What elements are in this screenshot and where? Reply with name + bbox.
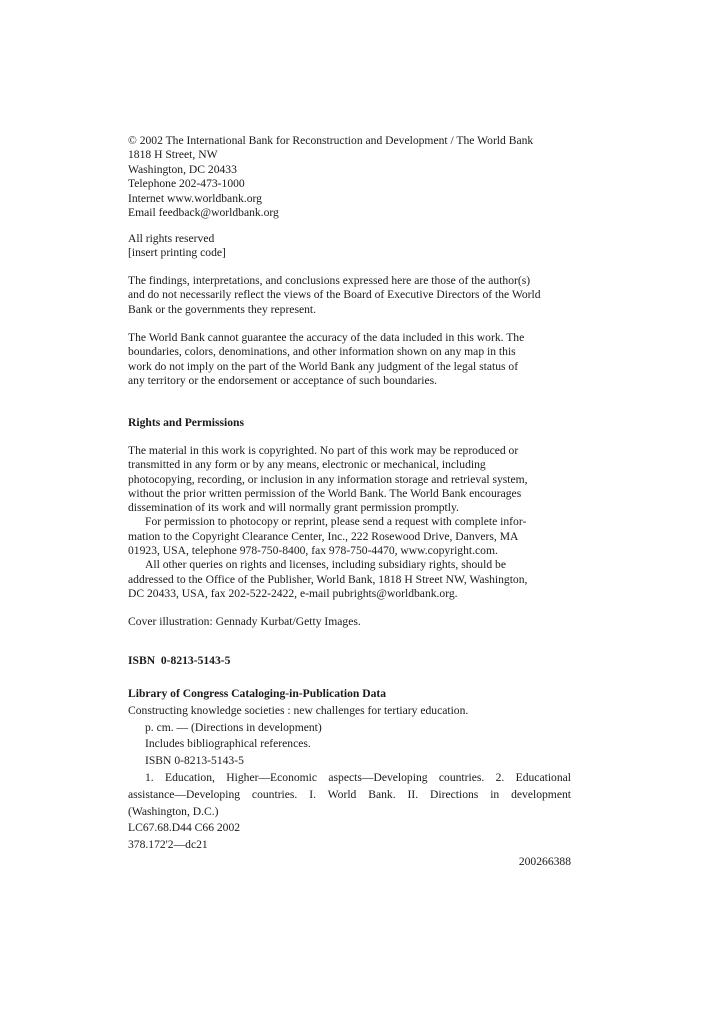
text-line: boundaries, colors, denominations, and other information shown on any map in this — [128, 345, 516, 359]
permissions-heading: Rights and Permissions — [128, 416, 244, 429]
text-line: [insert printing code] — [128, 246, 226, 260]
cataloging-line: (Washington, D.C.) — [128, 804, 219, 818]
cataloging-line: LC67.68.D44 C66 2002 — [128, 821, 241, 835]
cataloging-heading: Library of Congress Cataloging-in-Publication Data — [128, 687, 387, 700]
cataloging-line: assistance—Developing countries. I. World Bank. II. Directions in development — [128, 787, 571, 801]
cover-credit: Cover illustration: Gennady Kurbat/Getty Images. — [128, 615, 361, 628]
street-line: 1818 H Street, NW — [128, 148, 218, 162]
permissions-paragraph — [128, 444, 571, 601]
text-line: without the prior written permission of the World Bank. The World Bank encourages — [128, 486, 522, 500]
text-line: Bank or the governments they represent. — [128, 302, 317, 316]
email-line: Email feedback@worldbank.org — [128, 205, 279, 219]
text-line: and do not necessarily reflect the views of the Board of Executive Directors of the World — [128, 288, 541, 302]
cataloging-line: 1. Education, Higher—Economic aspects—Developing countries. 2. Educational — [145, 770, 571, 784]
city-line: Washington, DC 20433 — [128, 162, 237, 176]
text-line: 01923, USA, telephone 978-750-8400, fax 978-750-4470, www.copyright.com. — [128, 544, 498, 558]
text-line: All other queries on rights and licenses, including subsidiary rights, should be — [145, 558, 506, 572]
telephone-line: Telephone 202-473-1000 — [128, 177, 245, 191]
text-line: mation to the Copyright Clearance Center, Inc., 222 Rosewood Drive, Danvers, MA — [128, 529, 519, 543]
control-number: 200266388 — [518, 854, 571, 868]
isbn: ISBN 0-8213-5143-5 — [128, 654, 231, 667]
cataloging-line: 378.172'2—dc21 — [128, 838, 208, 852]
disclaimer-paragraph — [128, 331, 571, 389]
cataloging-line: Includes bibliographical references. — [145, 737, 311, 751]
copyright-line: © 2002 The International Bank for Reconstruction and Development / The World Bank — [128, 134, 534, 147]
rights-reserved — [128, 232, 571, 261]
text-line: dissemination of its work and will normally grant permission promptly. — [128, 501, 459, 515]
findings-paragraph — [128, 274, 571, 317]
text-line: work do not imply on the part of the World Bank any judgment of the legal status of — [128, 359, 519, 373]
cataloging-line: Constructing knowledge societies : new challenges for tertiary education. — [128, 703, 469, 717]
internet-line: Internet www.worldbank.org — [128, 191, 262, 205]
publisher-address — [128, 134, 571, 220]
text-line: addressed to the Office of the Publisher, World Bank, 1818 H Street NW, Washington, — [128, 572, 528, 586]
text-line: photocopying, recording, or inclusion in any information storage and retrieval system, — [128, 472, 528, 486]
cataloging-line: ISBN 0-8213-5143-5 — [145, 754, 244, 768]
cataloging-line: p. cm. — (Directions in development) — [145, 720, 322, 734]
cataloging-data — [128, 686, 571, 871]
text-line: The material in this work is copyrighted. No part of this work may be reproduced or — [128, 444, 519, 457]
text-line: transmitted in any form or by any means, electronic or mechanical, including — [128, 458, 486, 472]
text-line: All rights reserved — [128, 232, 215, 245]
text-line: any territory or the endorsement or acceptance of such boundaries. — [128, 374, 438, 388]
text-line: DC 20433, USA, fax 202-522-2422, e-mail pubrights@worldbank.org. — [128, 586, 458, 600]
text-line: The findings, interpretations, and conclusions expressed here are those of the author(s) — [128, 274, 531, 287]
text-line: The World Bank cannot guarantee the accuracy of the data included in this work. The — [128, 331, 525, 344]
text-line: For permission to photocopy or reprint, please send a request with complete infor- — [145, 515, 527, 529]
